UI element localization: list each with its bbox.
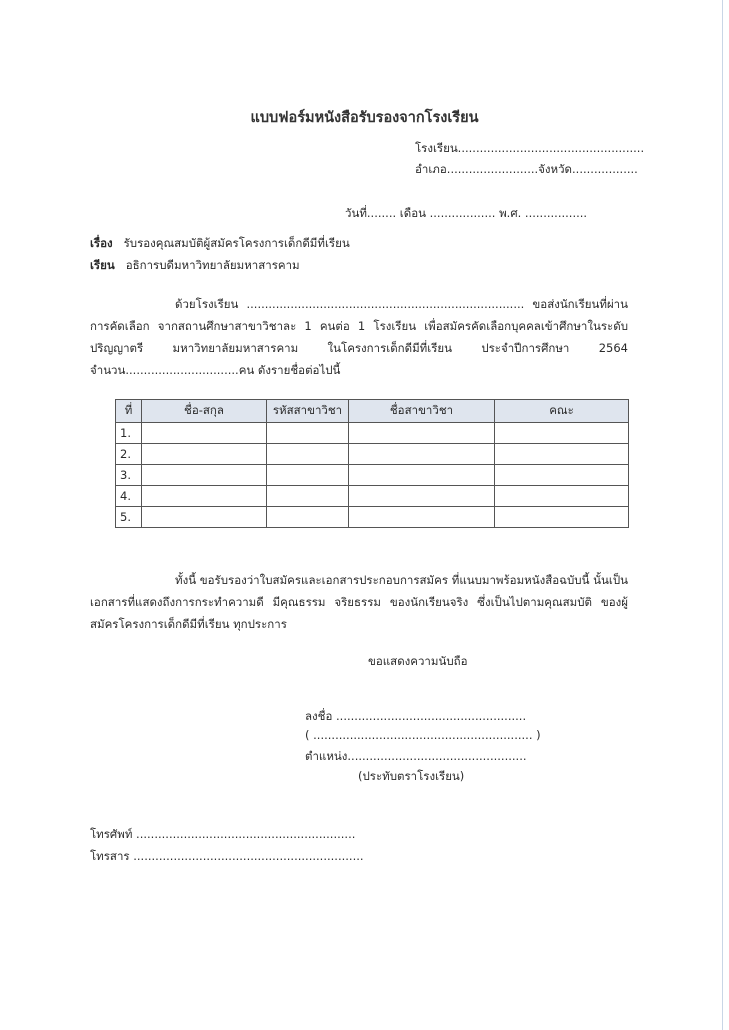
- fax-line: โทรสาร ...............................................................: [90, 849, 364, 863]
- table-row: [116, 444, 629, 465]
- paragraph-2-text: ทั้งนี้ ขอรับรองว่าใบสมัครและเอกสารประกอบการสมัคร ที่แนบมาพร้อมหนังสือฉบับนี้ นั้นเป็นเอกสารที่แสดงถึงการกระทำความดี มีคุณธรรม จริยธรรม ของนักเรียนจริง ซึ่งเป็นไปตามคุณสมบัติ ของผู้สมัครโครงการเด็กดีมีที่เรียน ทุกประการ: [90, 573, 628, 631]
- cell[interactable]: [495, 486, 629, 507]
- cell[interactable]: [142, 444, 267, 465]
- cell[interactable]: [142, 423, 267, 444]
- school-field: โรงเรียน...................................................: [415, 141, 645, 155]
- row-number: 5.: [116, 507, 142, 528]
- col-no: ที่: [116, 400, 142, 423]
- cell[interactable]: [267, 486, 349, 507]
- row-number: 4.: [116, 486, 142, 507]
- cell[interactable]: [349, 486, 495, 507]
- closing: ขอแสดงความนับถือ: [368, 654, 468, 668]
- cell[interactable]: [142, 507, 267, 528]
- cell[interactable]: [349, 444, 495, 465]
- subject-text: รับรองคุณสมบัติผู้สมัครโครงการเด็กดีมีที่เรียน: [123, 236, 350, 250]
- cell[interactable]: [267, 465, 349, 486]
- cell[interactable]: [495, 444, 629, 465]
- paragraph-1: [90, 293, 628, 381]
- date-line: วันที่........ เดือน .................. พ.ศ. .................: [345, 206, 588, 220]
- cell[interactable]: [267, 423, 349, 444]
- document-title: แบบฟอร์มหนังสือรับรองจากโรงเรียน: [250, 110, 479, 126]
- cell[interactable]: [349, 423, 495, 444]
- col-faculty: คณะ: [495, 400, 629, 423]
- recipient-label: เรียน: [90, 258, 115, 272]
- phone-line: โทรศัพท์ ............................................................: [90, 827, 356, 841]
- row-number: 2.: [116, 444, 142, 465]
- subject-label: เรื่อง: [90, 236, 113, 250]
- recipient-line: [90, 257, 300, 275]
- paragraph-1-text: ด้วยโรงเรียน ............................................................................ ขอส่งนักเรียนที่ผ่านการคัดเลือก จากสถานศึกษาสาขาวิชาละ 1 คนต่อ 1 โรงเรียน เพื่อสมัครคัดเลือกบุคคลเข้าศึกษาในระดับปริญญาตรี มหาวิทยาลัยมหาสารคาม ในโครงการเด็กดีมีที่เรียน ประจำปีการศึกษา 2564 จำนวน...............................คน ดังรายชื่อต่อไปนี้: [90, 297, 628, 377]
- cell[interactable]: [349, 507, 495, 528]
- district-province-field: อำเภอ.........................จังหวัด..................: [415, 162, 638, 176]
- row-number: 1.: [116, 423, 142, 444]
- table-row: [116, 465, 629, 486]
- col-name: ชื่อ-สกุล: [142, 400, 267, 423]
- row-number: 3.: [116, 465, 142, 486]
- school-stamp-note: (ประทับตราโรงเรียน): [358, 769, 465, 783]
- cell[interactable]: [267, 507, 349, 528]
- paragraph-2: [90, 569, 628, 635]
- col-major-name: ชื่อสาขาวิชา: [349, 400, 495, 423]
- subject-line: [90, 235, 350, 253]
- cell[interactable]: [495, 507, 629, 528]
- col-major-code: รหัสสาขาวิชา: [267, 400, 349, 423]
- page-edge: [722, 0, 723, 1030]
- cell[interactable]: [495, 423, 629, 444]
- cell[interactable]: [495, 465, 629, 486]
- student-table: [115, 399, 629, 528]
- table-header-row: [116, 400, 629, 423]
- table-row: [116, 507, 629, 528]
- recipient-text: อธิการบดีมหาวิทยาลัยมหาสารคาม: [125, 258, 300, 272]
- table-row: [116, 486, 629, 507]
- signer-name-line: ( ............................................................ ): [305, 728, 541, 742]
- signature-line: ลงชื่อ ....................................................: [305, 709, 527, 723]
- cell[interactable]: [349, 465, 495, 486]
- cell[interactable]: [142, 486, 267, 507]
- position-line: ตำแหน่ง.................................................: [305, 749, 527, 763]
- cell[interactable]: [142, 465, 267, 486]
- table-row: [116, 423, 629, 444]
- cell[interactable]: [267, 444, 349, 465]
